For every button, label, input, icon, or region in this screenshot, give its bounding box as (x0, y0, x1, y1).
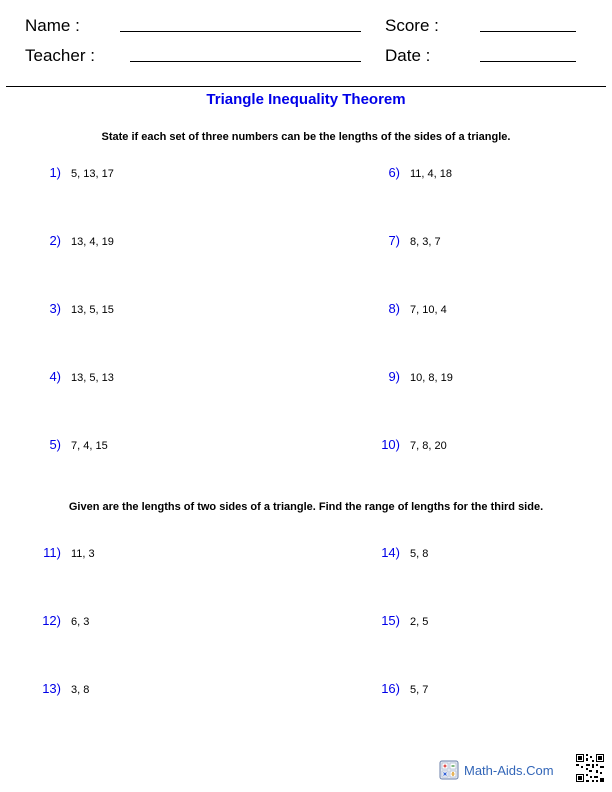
score-label: Score : (385, 16, 439, 35)
problem-values: 7, 4, 15 (71, 440, 108, 452)
problem-15 (381, 613, 429, 629)
problem-number: 13) (42, 681, 61, 696)
problem-values: 13, 5, 13 (71, 372, 114, 384)
date-field-line[interactable] (480, 61, 576, 62)
problem-values: 11, 4, 18 (410, 168, 452, 180)
teacher-field-line[interactable] (130, 61, 361, 62)
problem-values: 7, 8, 20 (410, 440, 447, 452)
problem-number: 2) (49, 233, 61, 248)
worksheet-title: Triangle Inequality Theorem (206, 91, 406, 108)
problem-11 (43, 545, 95, 561)
problem-12 (42, 613, 90, 629)
problem-values: 10, 8, 19 (410, 372, 453, 384)
problem-4 (49, 369, 114, 385)
problem-number: 9) (388, 369, 400, 384)
problem-number: 10) (381, 437, 400, 452)
calculator-icon (439, 760, 459, 780)
problem-number: 16) (381, 681, 400, 696)
problem-values: 8, 3, 7 (410, 236, 441, 248)
teacher-label: Teacher : (25, 46, 95, 65)
problem-values: 5, 8 (410, 548, 429, 560)
problem-values: 7, 10, 4 (410, 304, 447, 316)
problem-number: 5) (49, 437, 61, 452)
problem-values: 5, 7 (410, 684, 429, 696)
problem-8 (388, 301, 447, 317)
problem-10 (381, 437, 447, 453)
problem-number: 3) (49, 301, 61, 316)
section2-instruction: Given are the lengths of two sides of a triangle. Find the range of lengths for the third side. (68, 501, 544, 513)
problem-6 (388, 165, 452, 181)
problem-7 (388, 233, 441, 249)
problem-values: 11, 3 (71, 548, 95, 560)
problem-number: 8) (388, 301, 400, 316)
problem-5 (49, 437, 108, 453)
qr-code-icon (575, 753, 605, 783)
name-field-line[interactable] (120, 31, 361, 32)
problem-number: 15) (381, 613, 400, 628)
problem-14 (381, 545, 429, 561)
logo-text: Math-Aids.Com (464, 762, 554, 778)
problem-3 (49, 301, 114, 317)
problem-values: 6, 3 (71, 616, 90, 628)
problem-number: 14) (381, 545, 400, 560)
problem-number: 4) (49, 369, 61, 384)
date-label: Date : (385, 46, 431, 65)
problem-values: 13, 4, 19 (71, 236, 114, 248)
math-aids-logo[interactable] (439, 760, 554, 780)
name-label: Name : (25, 16, 80, 35)
problem-number: 7) (388, 233, 400, 248)
problem-number: 12) (42, 613, 61, 628)
header-divider (6, 86, 606, 87)
problem-number: 11) (43, 545, 61, 560)
problem-13 (42, 681, 90, 697)
problem-values: 5, 13, 17 (71, 168, 114, 180)
problem-values: 2, 5 (410, 616, 429, 628)
problem-values: 13, 5, 15 (71, 304, 114, 316)
problem-1 (49, 165, 114, 181)
problem-values: 3, 8 (71, 684, 90, 696)
problem-number: 1) (49, 165, 61, 180)
problem-2 (49, 233, 114, 249)
problem-number: 6) (388, 165, 400, 180)
section1-instruction: State if each set of three numbers can be the lengths of the sides of a triangle. (101, 131, 511, 143)
score-field-line[interactable] (480, 31, 576, 32)
problem-16 (381, 681, 429, 697)
problem-9 (388, 369, 453, 385)
